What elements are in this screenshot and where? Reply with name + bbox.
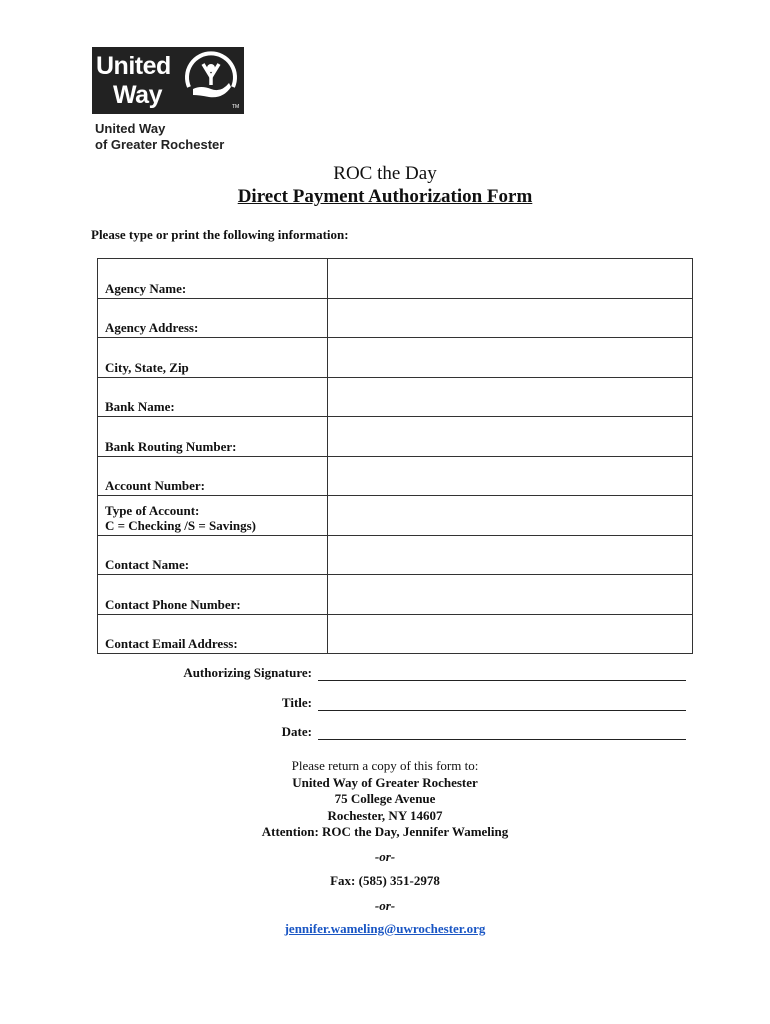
logo-word-way: Way xyxy=(113,81,162,109)
email-link[interactable]: jennifer.wameling@uwrochester.org xyxy=(284,921,486,936)
account-number-label: Account Number: xyxy=(98,456,328,496)
table-row xyxy=(98,377,693,417)
logo-subtitle-line1: United Way xyxy=(95,121,166,136)
table-row xyxy=(98,298,693,338)
contact-phone-number-field[interactable] xyxy=(328,575,693,615)
form-title: ROC the Day xyxy=(333,163,437,184)
date-label: Date: xyxy=(281,724,312,739)
type-of-account-label xyxy=(98,496,328,536)
title-label: Title: xyxy=(281,695,312,710)
return-attention: Attention: ROC the Day, Jennifer Wameling xyxy=(261,824,509,839)
account-number-field[interactable] xyxy=(328,456,693,496)
agency-address-field[interactable] xyxy=(328,298,693,338)
table-row xyxy=(98,614,693,654)
return-intro: Please return a copy of this form to: xyxy=(291,758,479,773)
or-separator: -or- xyxy=(374,848,396,864)
contact-phone-number-label: Contact Phone Number: xyxy=(98,575,328,615)
form-subtitle: Direct Payment Authorization Form xyxy=(237,186,533,207)
contact-name-field[interactable] xyxy=(328,535,693,575)
agency-name-label: Agency Name: xyxy=(98,259,328,299)
logo-subtitle-line2: of Greater Rochester xyxy=(95,137,225,152)
city-state-zip-label: City, State, Zip xyxy=(98,338,328,378)
bank-routing-number-label: Bank Routing Number: xyxy=(98,417,328,457)
return-instructions xyxy=(0,758,770,938)
city-state-zip-field[interactable] xyxy=(328,338,693,378)
bank-name-field[interactable] xyxy=(328,377,693,417)
table-row xyxy=(98,575,693,615)
instructions: Please type or print the following information: xyxy=(91,227,349,242)
return-street: 75 College Avenue xyxy=(334,791,436,806)
agency-name-field[interactable] xyxy=(328,259,693,299)
table-row xyxy=(98,496,693,536)
contact-name-label: Contact Name: xyxy=(98,535,328,575)
logo-word-united: United xyxy=(96,52,171,80)
return-city: Rochester, NY 14607 xyxy=(327,807,443,823)
date-line[interactable] xyxy=(318,739,686,740)
helping-hand-icon xyxy=(181,51,241,111)
contact-email-address-label: Contact Email Address: xyxy=(98,614,328,654)
authorizing-signature-label: Authorizing Signature: xyxy=(183,665,312,680)
bank-routing-number-field[interactable] xyxy=(328,417,693,457)
type-of-account-label-line2: C = Checking /S = Savings) xyxy=(105,517,256,533)
information-table xyxy=(97,258,693,654)
table-row xyxy=(98,535,693,575)
bank-name-label: Bank Name: xyxy=(98,377,328,417)
table-row xyxy=(98,338,693,378)
agency-address-label: Agency Address: xyxy=(98,298,328,338)
trademark-mark: TM xyxy=(232,104,240,110)
table-row xyxy=(98,259,693,299)
return-organization: United Way of Greater Rochester xyxy=(292,774,478,790)
table-row xyxy=(98,417,693,457)
table-row xyxy=(98,456,693,496)
fax-number: Fax: (585) 351-2978 xyxy=(330,873,440,888)
authorizing-signature-line[interactable] xyxy=(318,680,686,681)
or-separator: -or- xyxy=(374,897,396,913)
title-line[interactable] xyxy=(318,710,686,711)
contact-email-address-field[interactable] xyxy=(328,614,693,654)
type-of-account-label-line1: Type of Account: xyxy=(105,502,200,518)
logo-subtitle xyxy=(95,121,224,153)
type-of-account-field[interactable] xyxy=(328,496,693,536)
